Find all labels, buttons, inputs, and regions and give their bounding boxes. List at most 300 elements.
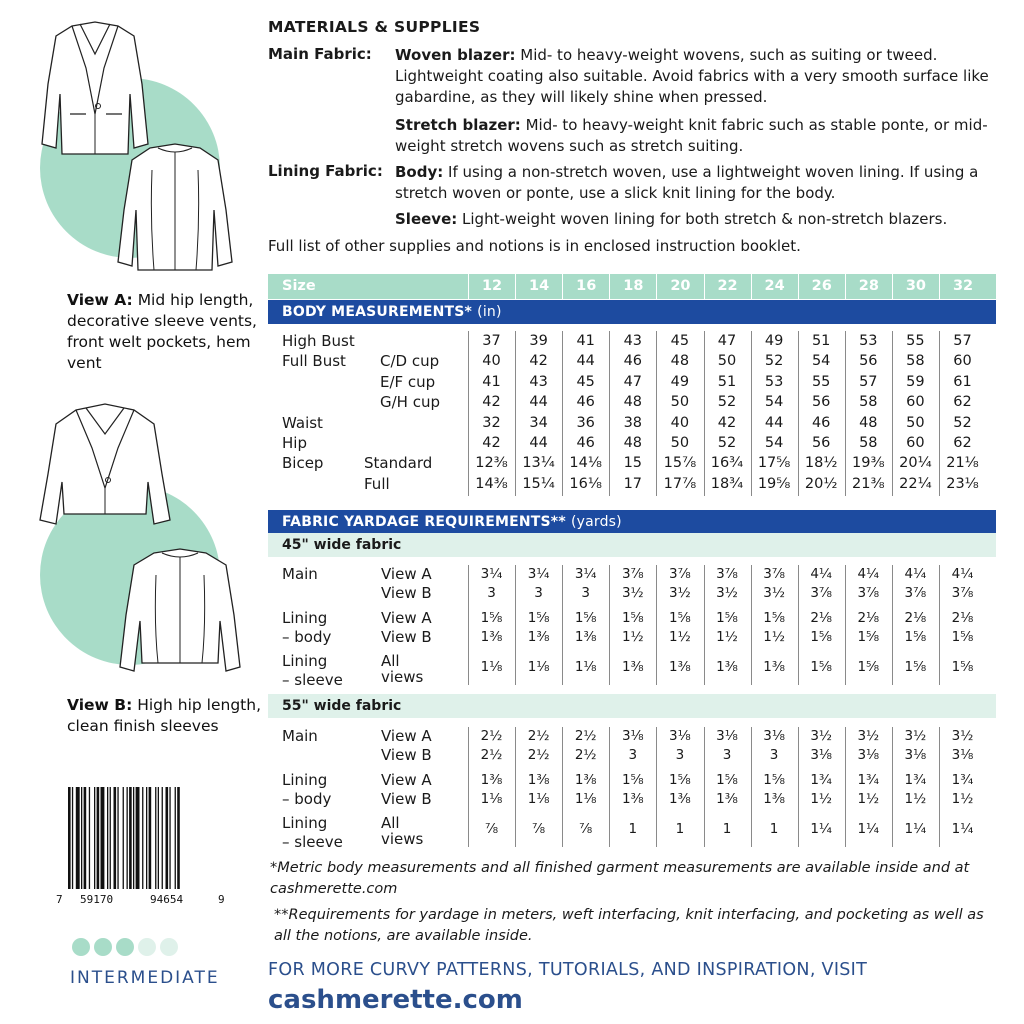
size-header-row <box>268 274 996 299</box>
yardage-note: **Requirements for yardage in meters, weft interfacing, knit interfacing, and pocketing as well as all the notions, are available inside. <box>274 907 984 944</box>
body-cell: 55 <box>906 333 925 349</box>
yardage-group-label: Lining <box>282 609 328 627</box>
barcode-bar <box>133 787 134 889</box>
yardage-cell: 4¼ <box>810 566 833 582</box>
yardage-band <box>268 510 996 534</box>
body-cell: 19⅜ <box>852 455 885 472</box>
barcode-bar <box>110 787 111 889</box>
barcode-bar <box>84 787 87 889</box>
body-cell: 49 <box>670 373 690 390</box>
yardage-cell: 3½ <box>716 585 738 601</box>
view-b-front-illustration <box>30 398 180 528</box>
barcode-bar <box>72 787 73 889</box>
yardage-view-label: View B <box>381 746 432 764</box>
woven-blazer-text <box>395 45 995 108</box>
difficulty-dot <box>160 938 178 956</box>
yardage-cell: ⅞ <box>532 821 546 837</box>
body-cell: 20¼ <box>899 455 932 472</box>
body-cell: 13¼ <box>522 455 555 472</box>
body-cell: 53 <box>859 333 878 349</box>
yardage-group-sublabel: – body <box>282 790 332 808</box>
barcode-bar <box>94 787 95 889</box>
body-cell: 60 <box>906 435 925 451</box>
size-1: 14 <box>515 274 562 299</box>
difficulty-dot <box>72 938 90 956</box>
yardage-cell: 1⅝ <box>763 610 785 626</box>
yardage-cell: 2⅛ <box>904 610 927 626</box>
size-10: 32 <box>939 274 986 299</box>
yardage-view-label: View B <box>381 790 432 808</box>
body-row-label: Hip <box>282 434 307 452</box>
body-cell: 50 <box>670 394 690 411</box>
body-cell: 47 <box>623 373 643 390</box>
barcode-bar <box>166 787 169 889</box>
body-cell: 39 <box>529 333 548 349</box>
stretch-blazer-text <box>395 115 995 157</box>
body-cell: 52 <box>717 394 737 411</box>
yardage-cell: 3 <box>675 747 685 763</box>
yardage-cell: 3⅛ <box>810 747 833 763</box>
body-row-sublabel: Standard <box>364 454 433 473</box>
body-cell: 21⅛ <box>946 455 979 472</box>
yardage-cell: 2½ <box>574 747 597 763</box>
body-cell: 20½ <box>804 475 838 492</box>
yardage-cell: 1⅜ <box>621 791 644 807</box>
website-link[interactable]: cashmerette.com <box>268 985 523 1015</box>
yardage-cell: 3½ <box>857 728 880 744</box>
materials-title: MATERIALS & SUPPLIES <box>268 18 481 36</box>
lining-sleeve-text <box>395 209 995 230</box>
yardage-cell: 3¼ <box>574 566 597 582</box>
size-5: 22 <box>704 274 751 299</box>
yardage-cell: 1⅝ <box>951 629 974 645</box>
yardage-group-label: Lining <box>282 652 328 670</box>
body-cell: 41 <box>576 333 595 349</box>
barcode-bar <box>175 787 176 889</box>
yardage-cell: 1½ <box>951 791 974 807</box>
body-cell: 50 <box>670 435 690 451</box>
body-cell: 36 <box>576 414 595 431</box>
barcode-bar <box>107 787 108 889</box>
size-8: 28 <box>845 274 892 299</box>
body-cell: 46 <box>811 414 831 431</box>
yardage-cell: 3½ <box>621 585 644 601</box>
yardage-cell: 1½ <box>810 791 833 807</box>
yardage-cell: 1⅝ <box>763 772 785 788</box>
yardage-cell: 1⅛ <box>480 791 503 807</box>
left-column <box>0 0 262 1024</box>
yardage-group-label: Lining <box>282 814 328 832</box>
body-cell: 52 <box>953 414 972 431</box>
body-measurements-unit: (in) <box>477 304 502 320</box>
yardage-cell: 2⅛ <box>951 610 974 626</box>
yardage-group-label: Main <box>282 565 318 583</box>
yardage-cell: 1⅝ <box>810 659 833 675</box>
yardage-cell: ⅞ <box>484 821 499 837</box>
body-cell: 52 <box>717 435 737 451</box>
yardage-cell: 1⅜ <box>669 659 691 675</box>
yardage-cell: 1½ <box>716 629 738 645</box>
body-cell: 44 <box>764 414 784 431</box>
lining-body-body: If using a non-stretch woven, use a lightweight woven lining. If using a stretch woven or ponte, use a slick knit lining for the body. <box>395 163 979 202</box>
barcode-bar <box>68 787 71 889</box>
difficulty-dot <box>94 938 112 956</box>
barcode-bar <box>117 787 118 889</box>
yardage-views-label: views <box>381 668 424 686</box>
body-cell: 62 <box>953 394 972 411</box>
yardage-cell: 1⅜ <box>716 791 738 807</box>
yardage-cell: 2⅛ <box>810 610 833 626</box>
body-cell: 14⅛ <box>569 455 602 472</box>
yardage-all-label: All <box>381 652 400 670</box>
difficulty-dot <box>138 938 156 956</box>
yardage-cell: 3⅞ <box>716 566 738 582</box>
barcode-bar <box>123 787 124 889</box>
yardage-view-label: View A <box>381 727 432 745</box>
yardage-cell: 1⅛ <box>574 791 597 807</box>
stretch-blazer-body: Mid- to heavy-weight knit fabric such as stable ponte, or mid-weight stretch wovens such as stretch suiting. <box>395 116 988 155</box>
barcode-bar <box>162 787 163 889</box>
barcode-bar <box>149 787 152 889</box>
body-cell: 46 <box>623 353 643 370</box>
yardage-group-sublabel: – sleeve <box>282 671 343 689</box>
yardage-cell: 3⅛ <box>621 728 644 744</box>
view-b-label: View B: <box>67 696 133 714</box>
yardage-cell: 1¾ <box>857 772 880 788</box>
yardage-cell: 3⅛ <box>669 728 691 744</box>
yardage-cell: 1⅜ <box>527 629 550 645</box>
yardage-cell: 3⅛ <box>857 747 880 763</box>
body-cell: 48 <box>623 394 643 411</box>
body-cell: 43 <box>623 333 643 349</box>
body-cell: 45 <box>576 373 595 390</box>
difficulty-dots <box>72 938 178 956</box>
yardage-cell: 3¼ <box>480 566 503 582</box>
yardage-cell: 1½ <box>621 629 644 645</box>
yardage-cell: 1½ <box>857 791 880 807</box>
size-7: 26 <box>798 274 845 299</box>
body-cell: 44 <box>529 435 548 451</box>
body-cell: 59 <box>906 373 925 390</box>
yardage-cell: 3⅛ <box>904 747 927 763</box>
yardage-cell: 1¼ <box>857 821 880 837</box>
body-cell: 15⅞ <box>663 455 697 472</box>
yardage-cell: 1 <box>769 821 779 837</box>
body-cell: 17⅞ <box>663 475 697 492</box>
body-row-sublabel: C/D cup <box>380 352 440 371</box>
body-cell: 15 <box>623 455 643 472</box>
size-2: 16 <box>562 274 609 299</box>
yardage-cell: 3⅛ <box>716 728 738 744</box>
body-cell: 45 <box>670 333 690 349</box>
yardage-cell: 3 <box>487 585 496 601</box>
view-b-back-illustration <box>110 545 250 680</box>
yardage-cell: 1⅜ <box>574 629 597 645</box>
lining-body-text <box>395 162 995 204</box>
body-cell: 48 <box>670 353 690 370</box>
body-cell: 34 <box>529 414 548 431</box>
yardage-view-label: View A <box>381 609 432 627</box>
yardage-cell: 1⅜ <box>669 791 691 807</box>
size-9: 30 <box>892 274 939 299</box>
yardage-cell: 3⅞ <box>904 585 927 601</box>
yardage-cell: 1⅝ <box>857 629 880 645</box>
barcode-bar <box>146 787 147 889</box>
body-cell: 21⅜ <box>852 475 885 492</box>
view-a-label: View A: <box>67 291 133 309</box>
yardage-cell: 3⅛ <box>951 747 974 763</box>
yardage-cell: 1½ <box>763 629 785 645</box>
body-cell: 56 <box>811 435 831 451</box>
body-cell: 62 <box>953 435 972 451</box>
body-cell: 47 <box>717 333 737 349</box>
body-cell: 12⅜ <box>475 455 508 472</box>
body-cell: 16¾ <box>710 455 744 472</box>
yardage-cell: 2½ <box>480 728 503 744</box>
barcode-bar <box>142 787 143 889</box>
body-cell: 58 <box>859 394 878 411</box>
yardage-cell: 1¼ <box>810 821 833 837</box>
body-cell: 60 <box>906 394 925 411</box>
lining-sleeve-heading: Sleeve: <box>395 210 458 228</box>
difficulty-dot <box>116 938 134 956</box>
yardage-cell: 1⅛ <box>527 659 550 675</box>
yardage-cell: 1⅝ <box>904 659 927 675</box>
full-list-note: Full list of other supplies and notions is in enclosed instruction booklet. <box>268 237 801 255</box>
body-row-label: Bicep <box>282 454 324 473</box>
yardage-cell: 3½ <box>904 728 927 744</box>
yardage-cell: 3½ <box>669 585 691 601</box>
body-cell: 22¼ <box>899 475 932 492</box>
view-b-description <box>67 695 262 737</box>
size-0: 12 <box>468 274 515 299</box>
yardage-view-label: View A <box>381 771 432 789</box>
woven-blazer-body: Mid- to heavy-weight wovens, such as suiting or tweed. Lightweight coating also suitable. Avoid fabrics with a very smooth surface like gabardine, as they will likely shine when pressed. <box>395 46 989 106</box>
wide-55-band: 55" wide fabric <box>268 694 996 718</box>
view-b-text: High hip length, clean finish sleeves <box>67 696 261 735</box>
barcode-bar <box>136 787 140 889</box>
barcode-bar <box>114 787 117 889</box>
yardage-cell: 1⅛ <box>574 659 597 675</box>
yardage-cell: 1⅛ <box>527 791 550 807</box>
body-row-label: Waist <box>282 413 323 432</box>
yardage-view-label: View B <box>381 628 432 646</box>
yardage-cell: 1⅝ <box>621 772 644 788</box>
body-cell: 32 <box>482 414 501 431</box>
yardage-cell: 1¾ <box>810 772 833 788</box>
barcode-bar <box>89 787 90 889</box>
yardage-cell: 3½ <box>763 585 785 601</box>
yardage-group-label: Main <box>282 727 318 745</box>
yardage-cell: 2⅛ <box>857 610 880 626</box>
body-cell: 14⅜ <box>475 475 508 492</box>
barcode-bar <box>127 787 128 889</box>
body-cell: 18½ <box>804 455 838 472</box>
metric-note: *Metric body measurements and all finished garment measurements are available inside and at cashmerette.com <box>270 860 970 897</box>
yardage-cell: 3 <box>581 585 590 601</box>
body-cell: 48 <box>859 414 878 431</box>
yardage-cell: 3 <box>722 747 732 763</box>
yardage-cell: 1⅜ <box>716 659 738 675</box>
yardage-cell: 3 <box>534 585 543 601</box>
view-a-description <box>67 290 262 374</box>
barcode-digit-4: 9 <box>218 893 225 906</box>
yardage-cell: 3½ <box>951 728 974 744</box>
yardage-cell: 1⅝ <box>669 610 691 626</box>
yardage-cell: 3⅞ <box>763 566 785 582</box>
body-cell: 18¾ <box>710 475 744 492</box>
body-cell: 51 <box>811 333 831 349</box>
promo-text: FOR MORE CURVY PATTERNS, TUTORIALS, AND INSPIRATION, VISIT <box>268 960 868 980</box>
barcode-bar <box>97 787 100 889</box>
yardage-cell: 2½ <box>574 728 597 744</box>
body-cell: 40 <box>670 414 690 431</box>
yardage-cell: 1⅝ <box>480 610 503 626</box>
yardage-cell: 1⅝ <box>716 772 738 788</box>
body-cell: 37 <box>482 333 501 349</box>
body-cell: 56 <box>811 394 831 411</box>
size-3: 18 <box>609 274 656 299</box>
yardage-cell: 3⅞ <box>857 585 880 601</box>
yardage-cell: 2½ <box>527 747 550 763</box>
body-cell: 50 <box>717 353 737 370</box>
barcode-bar <box>101 787 105 889</box>
size-6: 24 <box>751 274 798 299</box>
barcode-bar <box>155 787 156 889</box>
yardage-group-label: Lining <box>282 771 328 789</box>
yardage-cell: 1¼ <box>904 821 927 837</box>
barcode-digit-2: 59170 <box>80 893 114 906</box>
yardage-unit: (yards) <box>570 514 622 530</box>
yardage-cell: 1⅜ <box>527 772 550 788</box>
body-cell: 57 <box>859 373 878 390</box>
yardage-cell: 2½ <box>480 747 503 763</box>
yardage-cell: 3⅞ <box>669 566 691 582</box>
yardage-group-sublabel: – sleeve <box>282 833 343 851</box>
main-fabric-label: Main Fabric: <box>268 45 372 63</box>
yardage-cell: 1 <box>628 821 638 837</box>
yardage-cell: 1⅜ <box>574 772 597 788</box>
body-cell: 17 <box>623 475 643 492</box>
body-row-sublabel: Full <box>364 474 390 493</box>
body-measurements-band <box>268 300 996 324</box>
body-cell: 58 <box>906 353 925 370</box>
body-cell: 40 <box>482 353 501 370</box>
body-cell: 41 <box>482 373 501 390</box>
barcode-bar <box>76 787 80 889</box>
barcode-bar <box>81 787 82 889</box>
yardage-views-label: views <box>381 830 424 848</box>
barcode-bar <box>177 787 180 889</box>
yardage-cell: 4¼ <box>857 566 880 582</box>
body-cell: 50 <box>906 414 925 431</box>
yardage-cell: 3⅞ <box>810 585 833 601</box>
view-a-back-illustration <box>110 140 240 275</box>
body-row-label: High Bust <box>282 332 355 350</box>
body-cell: 54 <box>764 435 784 451</box>
body-cell: 52 <box>764 353 784 370</box>
yardage-view-label: View B <box>381 584 432 602</box>
wide-45-band: 45" wide fabric <box>268 533 996 557</box>
body-cell: 56 <box>859 353 878 370</box>
body-cell: 57 <box>953 333 972 349</box>
body-cell: 44 <box>576 353 595 370</box>
yardage-cell: 1½ <box>669 629 691 645</box>
yardage-cell: ⅞ <box>579 821 593 837</box>
yardage-cell: 1⅜ <box>763 659 785 675</box>
yardage-group-sublabel: – body <box>282 628 332 646</box>
yardage-cell: 3⅞ <box>951 585 974 601</box>
yardage-cell: 1⅝ <box>951 659 974 675</box>
body-cell: 46 <box>576 394 595 411</box>
body-cell: 38 <box>623 414 643 431</box>
body-cell: 19⅝ <box>757 475 791 492</box>
difficulty-label: INTERMEDIATE <box>70 968 220 988</box>
body-cell: 43 <box>529 373 548 390</box>
size-label: Size <box>282 278 316 294</box>
body-cell: 42 <box>717 414 737 431</box>
body-cell: 58 <box>859 435 878 451</box>
body-row-sublabel: G/H cup <box>380 393 440 412</box>
body-cell: 49 <box>764 333 784 349</box>
body-cell: 61 <box>953 373 972 390</box>
body-cell: 60 <box>953 353 972 370</box>
yardage-cell: 1 <box>722 821 732 837</box>
body-row-sublabel: E/F cup <box>380 372 436 391</box>
yardage-cell: 2½ <box>527 728 550 744</box>
body-cell: 42 <box>529 353 548 370</box>
barcode-bar <box>129 787 132 889</box>
yardage-cell: 1⅝ <box>904 629 927 645</box>
barcode-digit-1: 7 <box>56 893 63 906</box>
body-cell: 46 <box>576 435 595 451</box>
body-cell: 55 <box>811 373 831 390</box>
barcode-bar <box>169 787 170 889</box>
lining-sleeve-body: Light-weight woven lining for both stretch & non-stretch blazers. <box>462 210 948 228</box>
yardage-cell: 1⅜ <box>621 659 644 675</box>
stretch-blazer-heading: Stretch blazer: <box>395 116 521 134</box>
yardage-cell: 3⅞ <box>621 566 644 582</box>
yardage-cell: 1⅝ <box>857 659 880 675</box>
barcode-image <box>66 787 224 897</box>
yardage-cell: 3½ <box>810 728 833 744</box>
yardage-cell: 1¼ <box>951 821 974 837</box>
view-a-text: Mid hip length, decorative sleeve vents, front welt pockets, hem vent <box>67 291 257 372</box>
yardage-cell: 1⅝ <box>527 610 550 626</box>
yardage-cell: 4¼ <box>951 566 974 582</box>
body-cell: 17⅝ <box>757 455 791 472</box>
yardage-title: FABRIC YARDAGE REQUIREMENTS** <box>282 514 566 530</box>
barcode-digit-3: 94654 <box>150 893 184 906</box>
size-4: 20 <box>656 274 703 299</box>
barcode-bar <box>158 787 159 889</box>
yardage-cell: 1⅝ <box>716 610 738 626</box>
yardage-cell: 1⅝ <box>669 772 691 788</box>
body-cell: 23⅛ <box>946 475 979 492</box>
yardage-cell: 1⅝ <box>621 610 644 626</box>
yardage-view-label: View A <box>381 565 432 583</box>
woven-blazer-heading: Woven blazer: <box>395 46 516 64</box>
yardage-cell: 1½ <box>904 791 927 807</box>
body-cell: 42 <box>482 435 501 451</box>
yardage-cell: 1⅜ <box>480 629 503 645</box>
lining-fabric-label: Lining Fabric: <box>268 162 383 180</box>
yardage-cell: 1⅛ <box>480 659 503 675</box>
body-cell: 54 <box>764 394 784 411</box>
body-cell: 42 <box>482 394 501 411</box>
yardage-cell: 1⅝ <box>574 610 597 626</box>
yardage-cell: 1⅜ <box>763 791 785 807</box>
